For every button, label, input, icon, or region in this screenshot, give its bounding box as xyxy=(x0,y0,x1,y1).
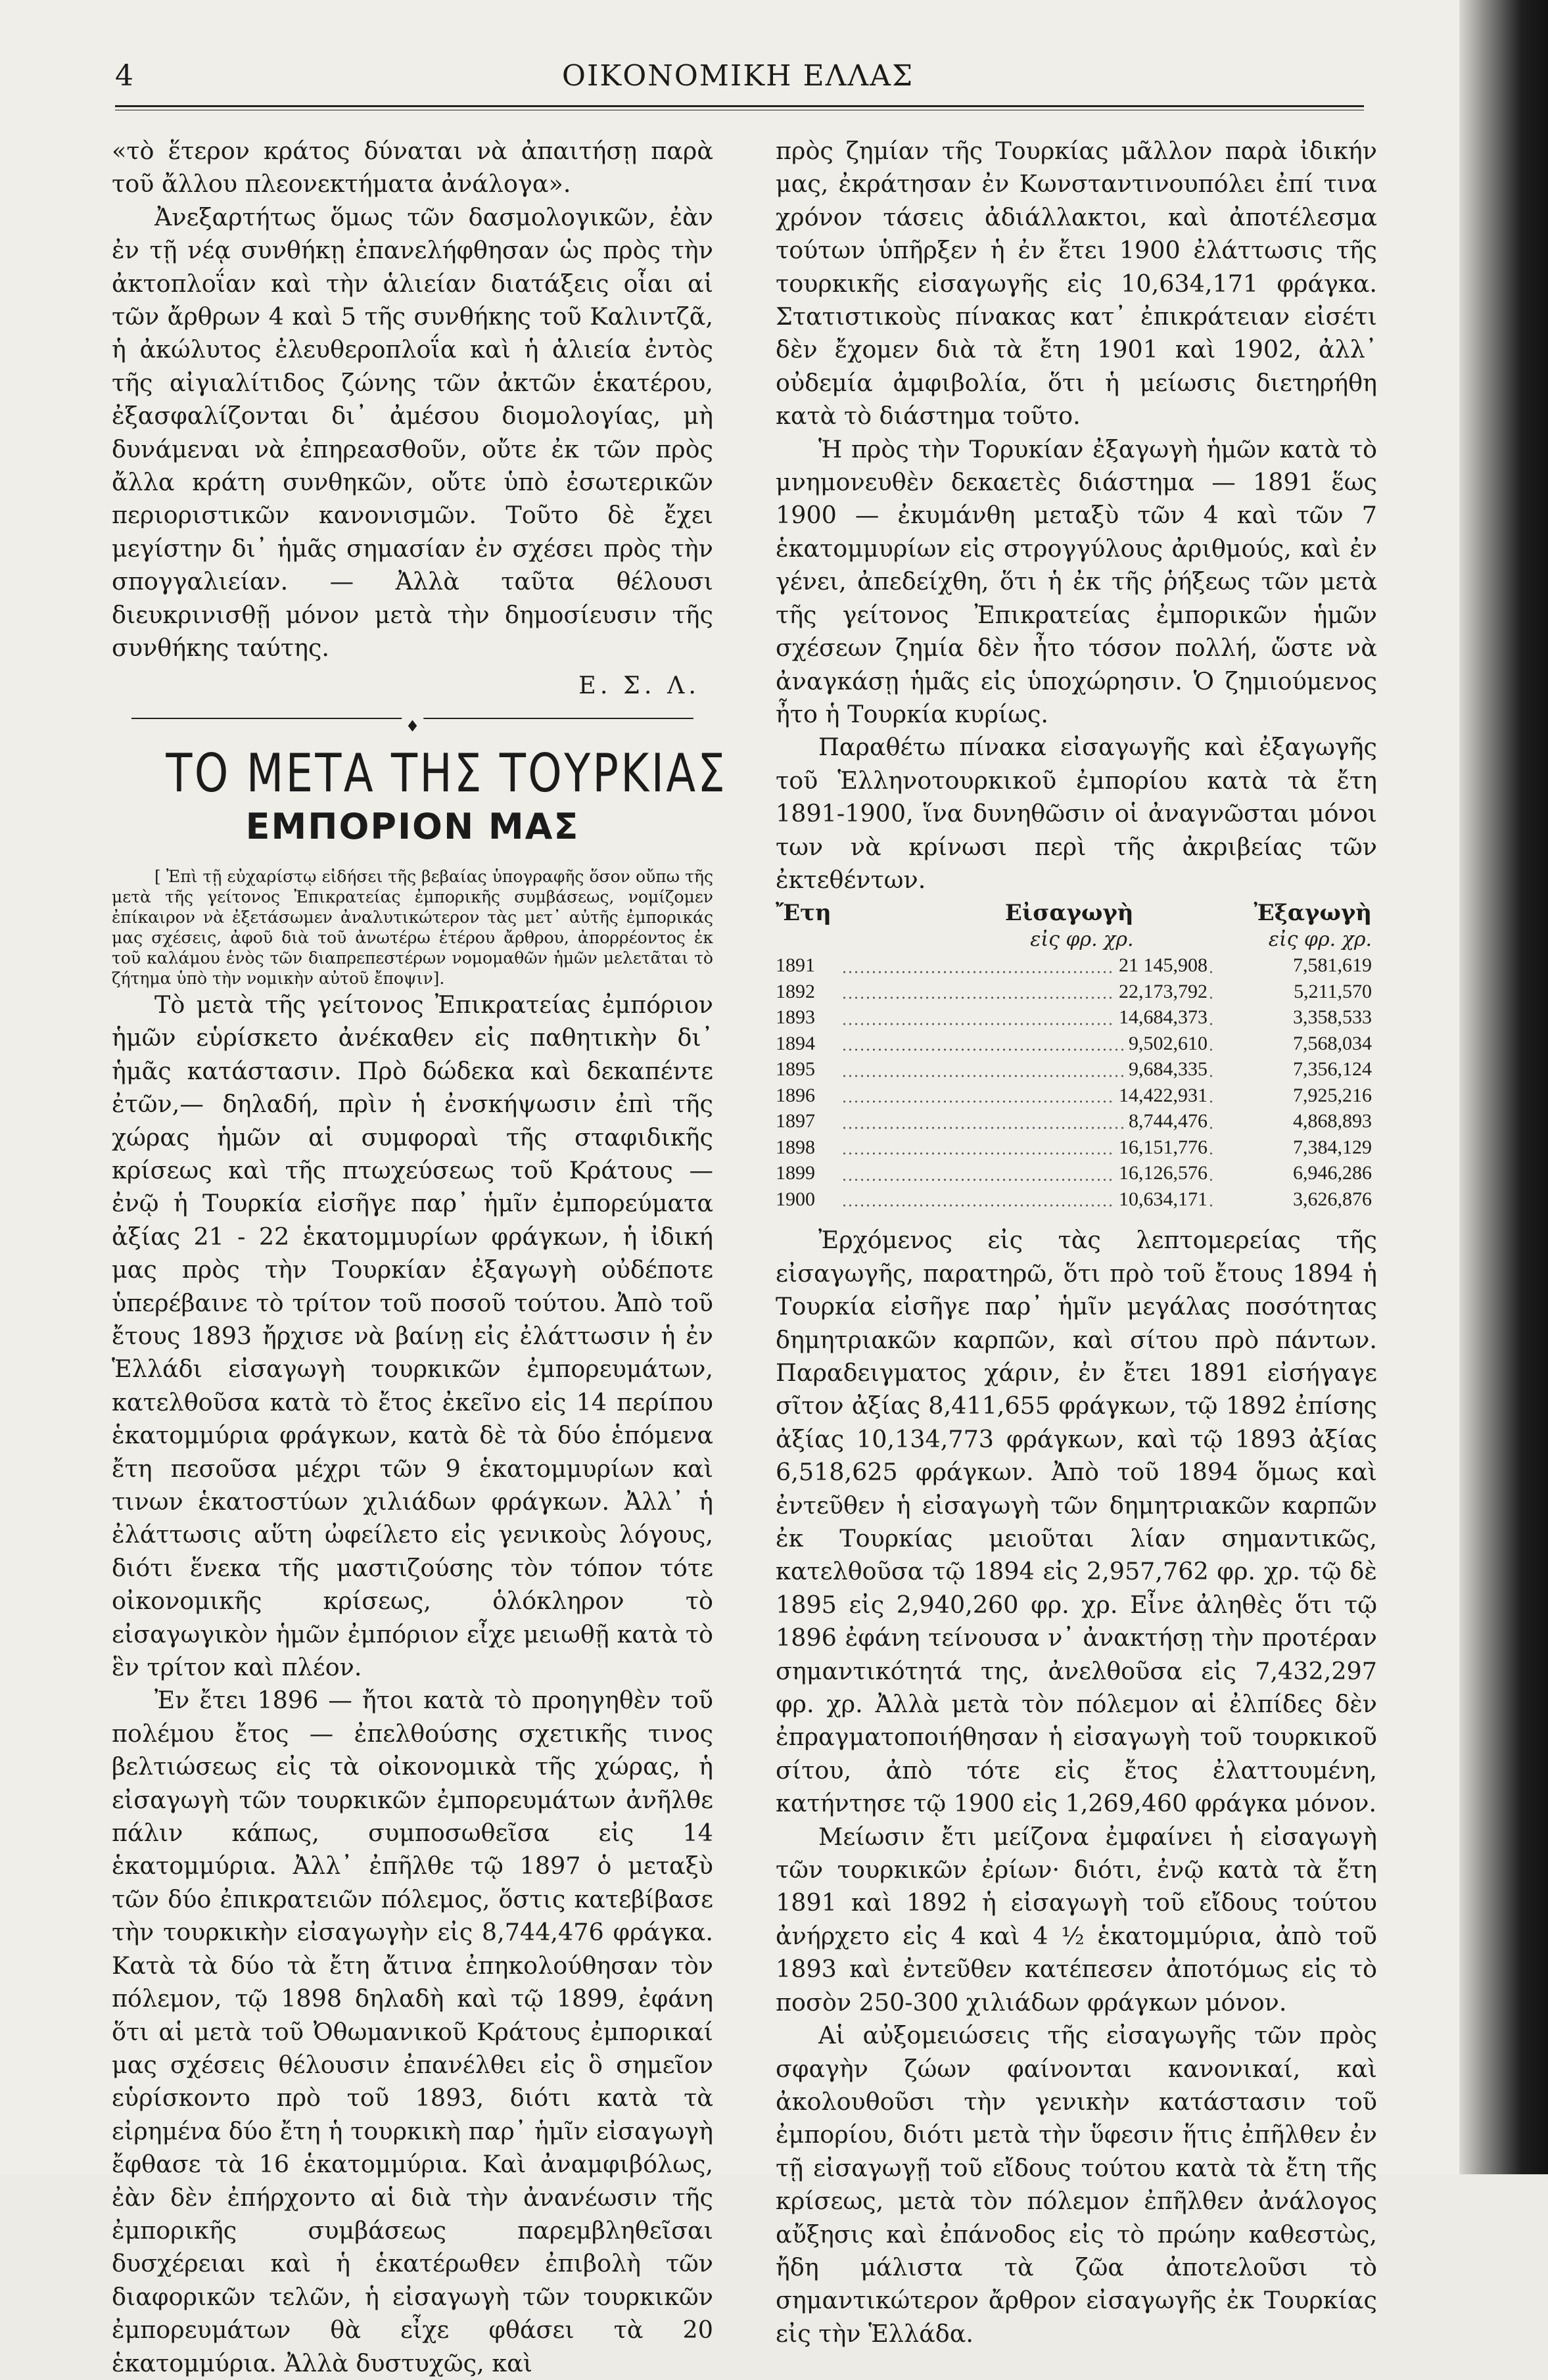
imports-value: 21 145,908 xyxy=(1115,954,1208,976)
imports-cell xyxy=(841,1134,1213,1161)
table-row xyxy=(776,1134,1377,1161)
table-row xyxy=(776,952,1377,979)
exports-cell: 6,946,286 xyxy=(1293,1162,1372,1184)
editor-note: [ Ἐπὶ τῇ εὐχαρίστῳ εἰδήσει τῆς βεβαίας ὑπογραφῆς ὅσον οὔπω τῆς μετὰ τῆς γείτονος Ἐπικρατείας ἐμπορικῆς συμβάσεως, νομίζομεν ἐπίκαιρον νὰ ἐξετάσωμεν ἀναλυτικώτερον τὰς μετ᾽ αὐτῆς ἐμπορικάς μας σχέσεις, ἀφοῦ διὰ τοῦ ἀνωτέρω ἑτέρου ἄρθρου, ἀπορρέοντος ἐκ τοῦ καλάμου ἑνὸς τῶν διαπρεπεστέρων νομομαθῶν ἡμῶν μελετᾶται τὸ ζήτημα ὑπὸ τὴν νομικὴν αὐτοῦ ἔποψιν]. xyxy=(112,866,713,988)
table-row xyxy=(776,1004,1377,1031)
exports-cell: 5,211,570 xyxy=(1294,980,1372,1002)
year-cell: 1894 xyxy=(776,1032,815,1054)
year-cell: 1898 xyxy=(776,1136,815,1158)
table-row xyxy=(776,1031,1377,1057)
imports-value: 10,634,171 xyxy=(1115,1188,1208,1210)
year-cell: 1895 xyxy=(776,1058,815,1081)
header-imports: Εἰσαγωγὴ xyxy=(1004,900,1134,927)
table-row xyxy=(776,1083,1377,1109)
year-cell: 1897 xyxy=(776,1110,815,1132)
right-column xyxy=(776,135,1377,2350)
table-row xyxy=(776,1108,1377,1134)
table-row xyxy=(776,1160,1377,1186)
exports-cell: 7,356,124 xyxy=(1293,1058,1372,1081)
header-years: Ἔτη xyxy=(776,900,832,927)
exports-cell: 3,626,876 xyxy=(1293,1188,1372,1210)
paragraph: Ἐρχόμενος εἰς τὰς λεπτομερείας τῆς εἰσαγωγῆς, παρατηρῶ, ὅτι πρὸ τοῦ ἔτους 1894 ἡ Τουρκία εἰσῆγε παρ᾽ ἡμῖν μεγάλας ποσότητας δημητριακῶν καρπῶν, καὶ σίτου πρὸ πάντων. Παραδειγματος χάριν, ἐν ἔτει 1891 εἰσήγαγε σῖτον ἀξίας 8,411,655 φράγκων, τῷ 1892 ἐπίσης ἀξίας 10,134,773 φράγκων, καὶ τῷ 1893 ἀξίας 6,518,625 φράγκων. Ἀπὸ τοῦ 1894 ὅμως καὶ ἐντεῦθεν ἡ εἰσαγωγὴ τῶν δημητριακῶν καρπῶν ἐκ Τουρκίας μειοῦται λίαν σημαντικῶς, κατελθοῦσα τῷ 1894 εἰς 2,957,762 φρ. χρ. τῷ δὲ 1895 εἰς 2,940,260 φρ. χρ. Εἶνε ἀληθὲς ὅτι τῷ 1896 ἐφάνη τείνουσα ν᾽ ἀνακτήσῃ τὴν προτέραν σημαντικότητά της, ἀνελθοῦσα εἰς 7,432,297 φρ. χρ. Ἀλλὰ μετὰ τὸν πόλεμον αἱ ἐλπίδες δὲν ἐπραγματοποιήθησαν ἡ εἰσαγωγὴ τοῦ τουρκικοῦ σίτου, ἀπὸ τότε εἰς ἔτος ἐλαττουμένη, κατήντησε τῷ 1900 εἰς 1,269,460 φράγκα μόνον. xyxy=(776,1226,1377,1818)
table-body xyxy=(776,952,1377,1212)
article-title: ΤΟ ΜΕΤΑ ΤΗΣ ΤΟΥΡΚΙΑΣ xyxy=(166,742,728,804)
table-row xyxy=(776,1056,1377,1083)
imports-cell xyxy=(841,1056,1213,1083)
imports-cell xyxy=(841,979,1213,1005)
unit-exports: εἰς φρ. χρ. xyxy=(1268,927,1372,951)
page-number: 4 xyxy=(115,59,133,93)
exports-cell: 7,568,034 xyxy=(1293,1032,1372,1054)
imports-value: 8,744,476 xyxy=(1125,1110,1208,1132)
table-units xyxy=(776,927,1377,953)
imports-cell xyxy=(841,1004,1213,1031)
page-binding-shadow xyxy=(1459,0,1548,2174)
imports-cell xyxy=(841,1031,1213,1057)
paragraph: Τὸ μετὰ τῆς γείτονος Ἐπικρατείας ἐμπόριον ἡμῶν εὑρίσκετο ἀνέκαθεν εἰς παθητικὴν δι᾽ ἡμᾶς κατάστασιν. Πρὸ δώδεκα καὶ δεκαπέντε ἐτῶν,— δηλαδή, πρὶν ἡ ἐνσκήψωσιν ἐπὶ τῆς χώρας ἡμῶν αἱ συμφοραὶ τῆς σταφιδικῆς κρίσεως καὶ τῆς πτωχεύσεως τοῦ Κράτους — ἐνῷ ἡ Τουρκία εἰσῆγε παρ᾽ ἡμῖν ἐμπορεύματα ἀξίας 21 - 22 ἑκατομμυρίων φράγκων, ἡ ἰδική μας πρὸς τὴν Τουρκίαν ἐξαγωγὴ οὐδέποτε ὑπερέβαινε τὸ τρίτον τοῦ ποσοῦ τούτου. Ἀπὸ τοῦ ἔτους 1893 ἤρχισε νὰ βαίνῃ εἰς ἐλάττωσιν ἡ ἐν Ἑλλάδι εἰσαγωγὴ τουρκικῶν ἐμπορευμάτων, κατελθοῦσα κατὰ τὸ ἔτος ἐκεῖνο εἰς 14 περίπου ἑκατομμύρια φράγκων, κατὰ δὲ τὰ δύο ἑπόμενα ἔτη πεσοῦσα μέχρι τῶν 9 ἑκατομμυρίων καὶ τινων ἑκατοστύων χιλιάδων φράγκων. Ἀλλ᾽ ἡ ἐλάττωσις αὕτη ὠφείλετο εἰς γενικοὺς λόγους, διότι ἕνεκα τῆς μαστιζούσης τὸν τόπον τότε οἰκονομικῆς κρίσεως, ὁλόκληρον τὸ εἰσαγωγικὸν ἡμῶν ἐμπόριον εἶχε μειωθῇ κατὰ τὸ ἓν τρίτον καὶ πλέον. xyxy=(112,990,713,1682)
exports-cell: 7,581,619 xyxy=(1293,954,1372,977)
paragraph: Παραθέτω πίνακα εἰσαγωγῆς καὶ ἐξαγωγῆς τοῦ Ἑλληνοτουρκικοῦ ἐμπορίου κατὰ τὰ ἔτη 1891-1900, ἵνα δυνηθῶσιν οἱ ἀναγνῶσται μόνοι των νὰ κρίνωσι περὶ τῆς ἀκριβείας τῶν ἐκτεθέντων. xyxy=(776,733,1377,894)
imports-cell xyxy=(841,1186,1213,1213)
unit-imports: εἰς φρ. χρ. xyxy=(1030,927,1134,951)
year-cell: 1893 xyxy=(776,1006,815,1029)
year-cell: 1899 xyxy=(776,1162,815,1184)
imports-value: 14,684,373 xyxy=(1115,1006,1208,1028)
divider-ornament: ♦ xyxy=(402,710,424,743)
unit-years xyxy=(776,927,901,953)
article-divider xyxy=(131,705,693,735)
exports-cell: 3,358,533 xyxy=(1293,1006,1372,1029)
imports-cell xyxy=(841,952,1213,979)
imports-value: 22,173,792 xyxy=(1115,981,1208,1002)
header-rule xyxy=(115,105,1364,110)
year-cell: 1900 xyxy=(776,1188,815,1210)
left-column xyxy=(112,135,728,2380)
imports-value: 9,502,610 xyxy=(1125,1033,1208,1054)
imports-cell xyxy=(841,1160,1213,1186)
article-subtitle: ΕΜΠΟΡΙΟΝ ΜΑΣ xyxy=(245,805,580,847)
imports-value: 9,684,335 xyxy=(1125,1058,1208,1080)
paragraph: Μείωσιν ἔτι μείζονα ἐμφαίνει ἡ εἰσαγωγὴ τῶν τουρκικῶν ἐρίων· διότι, ἐνῷ κατὰ τὰ ἔτη 1891 καὶ 1892 ἡ εἰσαγωγὴ τοῦ εἴδους τούτου ἀνήρχετο εἰς 4 καὶ 4 ½ ἑκατομμύρια, ἀπὸ τοῦ 1893 καὶ ἐντεῦθεν κατέπεσεν ἀποτόμως εἰς τὸ ποσὸν 250-300 χιλιάδων φράγκων μόνον. xyxy=(776,1822,1377,2017)
paragraph: πρὸς ζημίαν τῆς Τουρκίας μᾶλλον παρὰ ἰδικήν μας, ἐκράτησαν ἐν Κωνσταντινουπόλει ἐπί τινα χρόνον τάσεις ἀδιάλλακτοι, καὶ ἀποτέλεσμα τούτων ὑπῆρξεν ἡ ἐν ἔτει 1900 ἐλάττωσις τῆς τουρκικῆς εἰσαγωγῆς εἰς 10,634,171 φράγκα. Στατιστικοὺς πίνακας κατ᾽ ἐπικράτειαν εἰσέτι δὲν ἔχομεν διὰ τὰ ἔτη 1901 καὶ 1902, ἀλλ᾽ οὐδεμία ἀμφιβολία, ὅτι ἡ μείωσις διετηρήθη κατὰ τὸ διάστημα τοῦτο. xyxy=(776,137,1377,431)
header-exports: Ἐξαγωγὴ xyxy=(1254,900,1372,927)
imports-value: 14,422,931 xyxy=(1115,1085,1208,1106)
table-row xyxy=(776,1186,1377,1213)
table-header xyxy=(776,900,1377,927)
imports-cell xyxy=(841,1083,1213,1109)
paragraph: Ἀνεξαρτήτως ὅμως τῶν δασμολογικῶν, ἐὰν ἐν τῇ νέᾳ συνθήκῃ ἐπανελήφθησαν ὡς πρὸς τὴν ἀκτοπλοΐαν καὶ τὴν ἁλιείαν διατάξεις οἷαι αἱ τῶν ἄρθρων 4 καὶ 5 τῆς συνθήκης τοῦ Καλιντζᾶ, ἡ ἀκώλυτος ἐλευθεροπλοΐα καὶ ἡ ἁλιεία ἐντὸς τῆς αἰγιαλίτιδος ζώνης τῶν ἀκτῶν ἑκατέρου, ἐξασφαλίζονται δι᾽ ἀμέσου διομολογίας, μὴ δυνάμεναι νὰ ἐπηρεασθοῦν, οὔτε ἐκ τῶν πρὸς ἄλλα κράτη συνθηκῶν, οὔτε ὑπὸ ἐσωτερικῶν περιοριστικῶν κανονισμῶν. Τοῦτο δὲ ἔχει μεγίστην δι᾽ ἡμᾶς σημασίαν ἐν σχέσει πρὸς τὴν σπογγαλιείαν. — Ἀλλὰ ταῦτα θέλουσι διευκρινισθῇ μόνον μετὰ τὴν δημοσίευσιν τῆς συνθήκης ταύτης. xyxy=(112,202,713,663)
author-signature: Ε. Σ. Λ. xyxy=(578,670,700,699)
paragraph: Αἱ αὐξομειώσεις τῆς εἰσαγωγῆς τῶν πρὸς σφαγὴν ζώων φαίνονται κανονικαί, καὶ ἀκολουθοῦσι τὴν γενικὴν κατάστασιν τοῦ ἐμπορίου, διότι μετὰ τὴν ὕφεσιν ἥτις ἐπῆλθεν ἐν τῇ εἰσαγωγῇ τοῦ εἴδους τούτου κατὰ τὰ ἔτη τῆς κρίσεως, μετὰ τὸν πόλεμον ἐπῆλθεν ἀνάλογος αὔξησις καὶ ἐπάνοδος εἰς τὸ πρώην καθεστὼς, ἤδη μάλιστα τὰ ζῶα ἀποτελοῦσι τὸ σημαντικώτερον ἄρθρον εἰσαγωγῆς ἐκ Τουρκίας εἰς τὴν Ἑλλάδα. xyxy=(776,2021,1377,2348)
imports-value: 16,126,576 xyxy=(1115,1162,1208,1184)
year-cell: 1896 xyxy=(776,1084,815,1106)
page-header xyxy=(115,59,1361,105)
paragraph: Ἡ πρὸς τὴν Τορυκίαν ἐξαγωγὴ ἡμῶν κατὰ τὸ μνημονευθὲν δεκαετὲς διάστημα — 1891 ἕως 1900 — ἐκυμάνθη μεταξὺ τῶν 4 καὶ τῶν 7 ἑκατομμυρίων εἰς στρογγύλους ἀριθμούς, καὶ ἐν γένει, ἀπεδείχθη, ὅτι ἡ ἐκ τῆς ῥήξεως τῶν μετὰ τῆς γείτονος Ἐπικρατείας ἐμπορικῶν ἡμῶν σχέσεων ζημία δὲν ἦτο τόσον πολλή, ὥστε νὰ ἀναγκάσῃ ἡμᾶς εἰς ὑποχώρησιν. Ὁ ζημιούμενος ἦτο ἡ Τουρκία κυρίως. xyxy=(776,434,1377,728)
exports-cell: 4,868,893 xyxy=(1293,1110,1372,1132)
year-cell: 1891 xyxy=(776,954,815,977)
year-cell: 1892 xyxy=(776,980,815,1002)
running-title: ΟΙΚΟΝΟΜΙΚΗ ΕΛΛΑΣ xyxy=(561,59,914,93)
exports-cell: 7,925,216 xyxy=(1293,1084,1372,1106)
trade-table xyxy=(776,900,1377,1212)
imports-value: 16,151,776 xyxy=(1115,1136,1208,1158)
paragraph: «τὸ ἕτερον κράτος δύναται νὰ ἀπαιτήσῃ παρὰ τοῦ ἄλλου πλεονεκτήματα ἀνάλογα». xyxy=(112,137,713,198)
table-row xyxy=(776,979,1377,1005)
imports-cell xyxy=(841,1108,1213,1134)
paragraph: Ἐν ἔτει 1896 — ἤτοι κατὰ τὸ προηγηθὲν τοῦ πολέμου ἔτος — ἐπελθούσης σχετικῆς τινος βελτιώσεως εἰς τὰ οἰκονομικὰ τῆς χώρας, ἡ εἰσαγωγὴ τῶν τουρκικῶν ἐμπορευμάτων ἀνῆλθε πάλιν κάπως, συμποσωθεῖσα εἰς 14 ἑκατομμύρια. Ἀλλ᾽ ἐπῆλθε τῷ 1897 ὁ μεταξὺ τῶν δύο ἐπικρατειῶν πόλεμος, ὅστις κατεβίβασε τὴν τουρκικὴν εἰσαγωγὴν εἰς 8,744,476 φράγκα. Κατὰ τὰ δύο τὰ ἔτη ἄτινα ἐπηκολούθησαν τὸν πόλεμον, τῷ 1898 δηλαδὴ καὶ τῷ 1899, ἐφάνη ὅτι αἱ μετὰ τοῦ Ὀθωμανικοῦ Κράτους ἐμπορικαί μας σχέσεις θέλουσιν ἐπανέλθει εἰς ὃ σημεῖον εὑρίσκοντο πρὸ τοῦ 1893, διότι κατὰ τὰ εἰρημένα δύο ἔτη ἡ τουρκικὴ παρ᾽ ἡμῖν εἰσαγωγὴ ἔφθασε τὰ 16 ἑκατομμύρια. Καὶ ἀναμφιβόλως, ἐὰν δὲν ἐπήρχοντο αἱ διὰ τὴν ἀνανέωσιν τῆς ἐμπορικῆς συμβάσεως παρεμβληθεῖσαι δυσχέρειαι καὶ ἡ ἑκατέρωθεν ἐπιβολὴ τῶν διαφορικῶν τελῶν, ἡ εἰσαγωγὴ τῶν τουρκικῶν ἐμπορευμάτων θὰ εἶχε φθάσει τὰ 20 ἑκατομμύρια. Ἀλλὰ δυστυχῶς, καὶ xyxy=(112,1686,713,2377)
exports-cell: 7,384,129 xyxy=(1293,1136,1372,1158)
